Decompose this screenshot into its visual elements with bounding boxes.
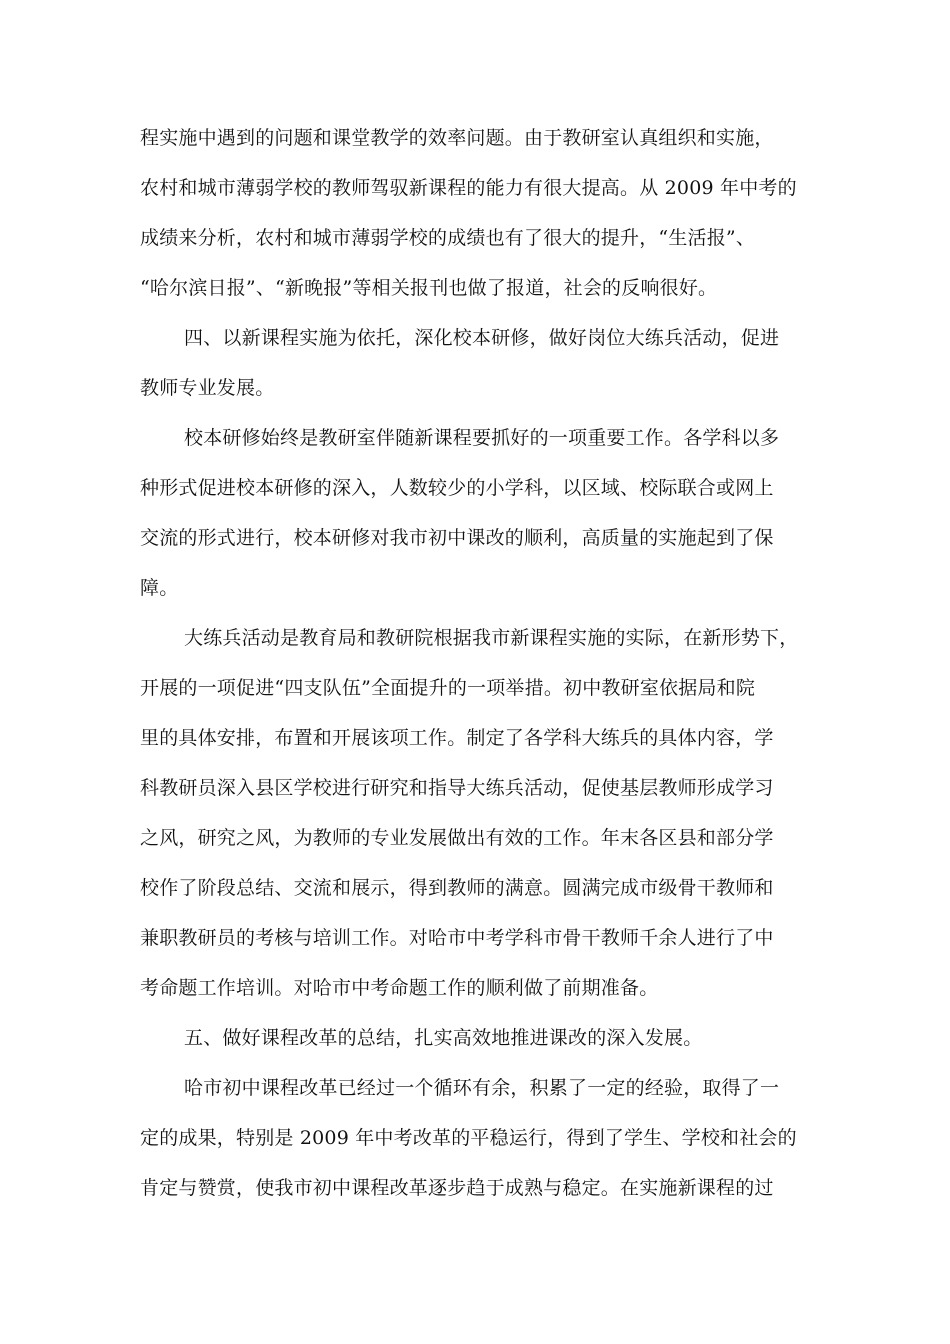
text-line: 里的具体安排，布置和开展该项工作。制定了各学科大练兵的具体内容，学 — [140, 727, 774, 749]
text-line: 定的成果，特别是 2009 年中考改革的平稳运行，得到了学生、学校和社会的 — [140, 1127, 797, 1149]
text-line: 兼职教研员的考核与培训工作。对哈市中考学科市骨干教师千余人进行了中 — [140, 927, 774, 949]
paragraph-start: 大练兵活动是教育局和教研院根据我市新课程实施的实际，在新形势下， — [184, 627, 799, 649]
text-line: 肯定与赞赏，使我市初中课程改革逐步趋于成熟与稳定。在实施新课程的过 — [140, 1177, 774, 1199]
paragraph-start: 哈市初中课程改革已经过一个循环有余，积累了一定的经验，取得了一 — [184, 1077, 780, 1099]
text-line: 交流的形式进行，校本研修对我市初中课改的顺利，高质量的实施起到了保 — [140, 527, 774, 549]
section-heading-five: 五、做好课程改革的总结，扎实高效地推进课改的深入发展。 — [184, 1027, 703, 1049]
text-line: 教师专业发展。 — [140, 377, 275, 399]
text-line: 障。 — [140, 577, 179, 599]
text-line: 开展的一项促进“四支队伍”全面提升的一项举措。初中教研室依据局和院 — [140, 677, 756, 699]
paragraph-start: 校本研修始终是教研室伴随新课程要抓好的一项重要工作。各学科以多 — [184, 427, 780, 449]
text-line: “哈尔滨日报”、“新晚报”等相关报刊也做了报道，社会的反响很好。 — [140, 277, 718, 299]
text-line: 考命题工作培训。对哈市中考命题工作的顺利做了前期准备。 — [140, 977, 659, 999]
body-text — [140, 113, 830, 1213]
text-line: 成绩来分析，农村和城市薄弱学校的成绩也有了很大的提升，“生活报”、 — [140, 227, 756, 249]
text-line: 种形式促进校本研修的深入，人数较少的小学科，以区域、校际联合或网上 — [140, 477, 774, 499]
text-line: 农村和城市薄弱学校的教师驾驭新课程的能力有很大提高。从 2009 年中考的 — [140, 177, 797, 199]
text-line: 程实施中遇到的问题和课堂教学的效率问题。由于教研室认真组织和实施， — [140, 127, 774, 149]
section-heading-four: 四、以新课程实施为依托，深化校本研修，做好岗位大练兵活动，促进 — [184, 327, 780, 349]
text-line: 校作了阶段总结、交流和展示，得到教师的满意。圆满完成市级骨干教师和 — [140, 877, 774, 899]
text-line: 科教研员深入县区学校进行研究和指导大练兵活动，促使基层教师形成学习 — [140, 777, 774, 799]
text-line: 之风，研究之风，为教师的专业发展做出有效的工作。年末各区县和部分学 — [140, 827, 774, 849]
